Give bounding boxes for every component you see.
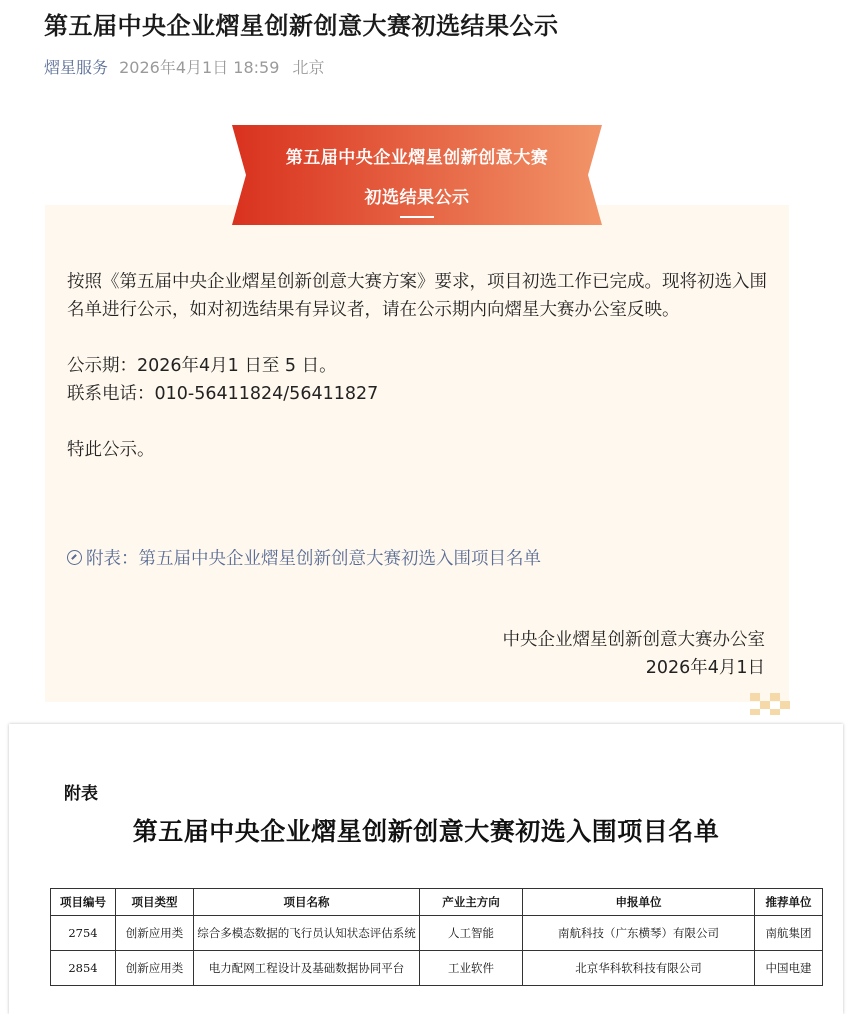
table-header-row <box>51 889 823 916</box>
applicant-cell: 北京华科软科技有限公司 <box>523 951 755 986</box>
checker-decoration-icon <box>750 693 790 715</box>
attachment-image[interactable] <box>9 724 843 1014</box>
banner-title-line1: 第五届中央企业熠星创新创意大赛 <box>285 148 549 168</box>
link-icon <box>67 550 82 565</box>
notice-closing: 特此公示。 <box>67 440 155 460</box>
project-name-cell: 电力配网工程设计及基础数据协同平台 <box>194 951 420 986</box>
column-header: 项目编号 <box>51 889 116 916</box>
column-header: 项目名称 <box>194 889 420 916</box>
project-type-cell: 创新应用类 <box>116 951 194 986</box>
account-name-link[interactable]: 熠星服务 <box>44 58 109 77</box>
notice-phone: 联系电话：010-56411824/56411827 <box>67 384 379 404</box>
column-header: 推荐单位 <box>755 889 823 916</box>
project-id-cell: 2854 <box>51 951 116 986</box>
applicant-cell: 南航科技（广东横琴）有限公司 <box>523 916 755 951</box>
column-header: 项目类型 <box>116 889 194 916</box>
article-meta <box>44 57 325 79</box>
project-id-cell: 2754 <box>51 916 116 951</box>
article-title: 第五届中央企业熠星创新创意大赛初选结果公示 <box>44 12 559 40</box>
industry-cell: 人工智能 <box>420 916 523 951</box>
notice-banner <box>232 125 602 225</box>
notice-body <box>67 268 772 464</box>
notice-signature <box>503 626 766 682</box>
industry-cell: 工业软件 <box>420 951 523 986</box>
banner-underline <box>400 216 434 218</box>
table-row <box>51 916 823 951</box>
attachment-label: 附表 <box>64 784 98 804</box>
project-name-cell: 综合多模态数据的飞行员认知状态评估系统 <box>194 916 420 951</box>
banner-ribbon-shape <box>232 125 602 225</box>
notice-paragraph: 按照《第五届中央企业熠星创新创意大赛方案》要求，项目初选工作已完成。现将初选入围名单进行公示，如对初选结果有异议者，请在公示期内向熠星大赛办公室反映。 <box>67 272 767 320</box>
table-row <box>51 951 823 986</box>
attachment-title: 第五届中央企业熠星创新创意大赛初选入围项目名单 <box>132 817 720 846</box>
signature-date: 2026年4月1日 <box>645 658 765 678</box>
publish-location: 北京 <box>292 58 325 77</box>
attachment-link[interactable] <box>67 545 541 573</box>
column-header: 产业主方向 <box>420 889 523 916</box>
attachment-link-text[interactable]: 附表：第五届中央企业熠星创新创意大赛初选入围项目名单 <box>86 549 541 569</box>
column-header: 申报单位 <box>523 889 755 916</box>
recommender-cell: 中国电建 <box>755 951 823 986</box>
signature-org: 中央企业熠星创新创意大赛办公室 <box>502 630 765 650</box>
publish-date: 2026年4月1日 18:59 <box>119 58 280 77</box>
finalist-table <box>50 888 823 986</box>
recommender-cell: 南航集团 <box>755 916 823 951</box>
notice-period: 公示期：2026年4月1 日至 5 日。 <box>67 356 337 376</box>
project-type-cell: 创新应用类 <box>116 916 194 951</box>
banner-title-line2: 初选结果公示 <box>364 188 470 208</box>
